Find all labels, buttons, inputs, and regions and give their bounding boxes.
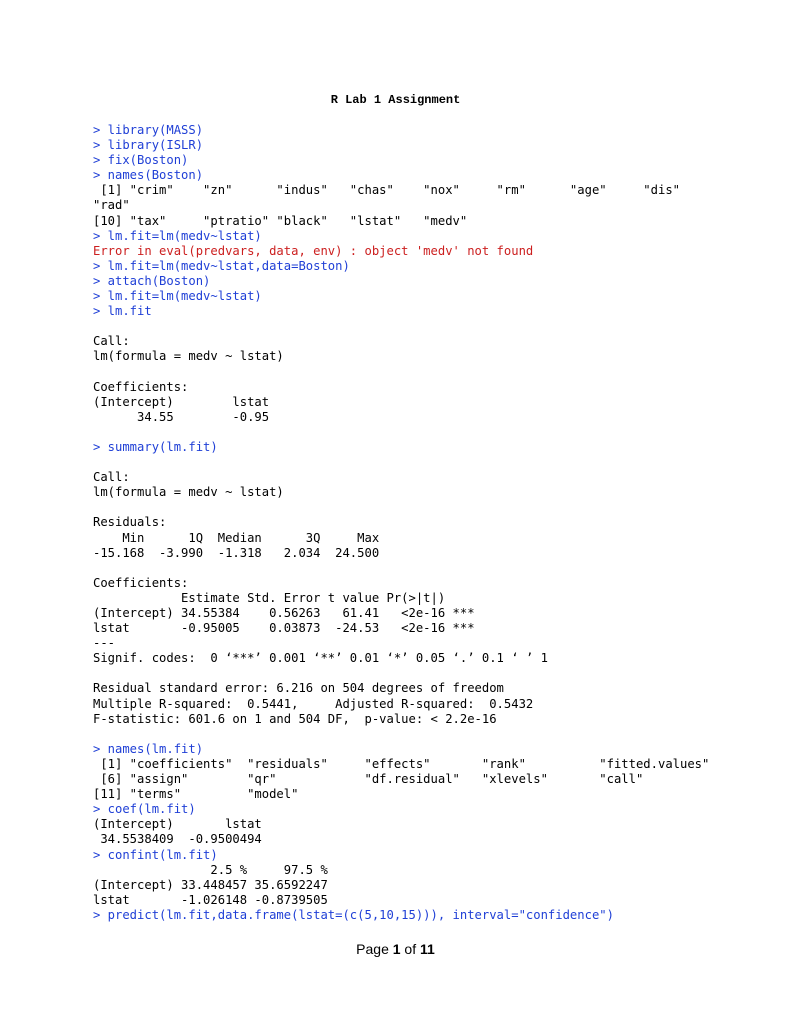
r-output-line: lm(formula = medv ~ lstat) <box>93 349 284 364</box>
r-output-line: lstat -0.95005 0.03873 -24.53 <2e-16 *** <box>93 621 475 636</box>
r-output-line: 34.55 -0.95 <box>93 409 270 424</box>
r-output-line: (Intercept) 34.55384 0.56263 61.41 <2e-16 *** <box>93 606 475 620</box>
r-command-line: > library(MASS) <box>93 123 204 137</box>
r-output-line <box>93 425 709 440</box>
r-output-line: -15.168 -3.990 -1.318 2.034 24.500 <box>93 545 380 560</box>
r-error-line: Error in eval(predvars, data, env) : object 'medv' not found <box>93 243 534 258</box>
r-output-line: [1] "crim" "zn" "indus" "chas" "nox" "rm" "age" "dis" <box>93 183 680 198</box>
total-page-count: 11 <box>420 941 435 957</box>
r-command-line: > summary(lm.fit) <box>93 439 218 454</box>
r-output-line <box>93 500 709 515</box>
r-output-line: "rad" <box>93 198 130 213</box>
r-output-line: Residuals: <box>93 515 167 530</box>
r-output-line: F-statistic: 601.6 on 1 and 504 DF, p-value: < 2.2e-16 <box>93 711 497 726</box>
r-output-line: Call: <box>93 334 130 349</box>
r-output-line: 2.5 % 97.5 % <box>93 862 328 877</box>
r-command-line: > attach(Boston) <box>93 273 211 288</box>
r-console-transcript <box>93 123 709 923</box>
r-output-line <box>93 455 709 470</box>
r-command-line: > fix(Boston) <box>93 153 189 168</box>
r-output-line: (Intercept) 33.448457 35.6592247 <box>93 877 328 892</box>
r-command-line: > lm.fit=lm(medv~lstat) <box>93 228 262 243</box>
page-footer <box>0 941 791 957</box>
r-command-line: > lm.fit=lm(medv~lstat) <box>93 289 262 304</box>
r-output-line: 34.5538409 -0.9500494 <box>93 832 262 847</box>
r-output-line: Min 1Q Median 3Q Max <box>93 530 380 545</box>
r-output-line: Call: <box>93 470 130 485</box>
r-command-line: > lm.fit=lm(medv~lstat,data=Boston) <box>93 258 350 273</box>
r-output-line <box>93 666 709 681</box>
r-output-line: Coefficients: <box>93 379 189 394</box>
page-of-label: of <box>400 941 421 957</box>
r-output-line: Signif. codes: 0 ‘***’ 0.001 ‘**’ 0.01 ‘*’ 0.05 ‘.’ 0.1 ‘ ’ 1 <box>93 651 548 666</box>
r-command-line: > coef(lm.fit) <box>93 802 196 817</box>
r-output-line: [10] "tax" "ptratio" "black" "lstat" "medv" <box>93 213 468 228</box>
r-output-line <box>93 365 709 380</box>
page-label: Page <box>356 941 393 957</box>
r-command-line: > predict(lm.fit,data.frame(lstat=(c(5,10,15))), interval="confidence") <box>93 907 614 922</box>
r-command-line: > lm.fit <box>93 304 152 319</box>
r-output-line: Multiple R-squared: 0.5441, Adjusted R-squared: 0.5432 <box>93 696 534 711</box>
r-output-line: (Intercept) lstat <box>93 394 270 409</box>
r-output-line <box>93 319 709 334</box>
r-output-line: [1] "coefficients" "residuals" "effects" "rank" "fitted.values" <box>93 756 710 771</box>
r-output-line: lstat -1.026148 -0.8739505 <box>93 892 328 907</box>
page-title: R Lab 1 Assignment <box>330 93 461 107</box>
r-output-line: [6] "assign" "qr" "df.residual" "xlevels" "call" <box>93 772 644 787</box>
r-output-line: (Intercept) lstat <box>93 817 262 832</box>
r-command-line: > confint(lm.fit) <box>93 847 218 862</box>
r-output-line: --- <box>93 636 116 651</box>
r-output-line: [11] "terms" "model" <box>93 787 299 802</box>
r-output-line: Residual standard error: 6.216 on 504 degrees of freedom <box>93 681 504 696</box>
r-output-line: Coefficients: <box>93 575 189 590</box>
r-command-line: > names(lm.fit) <box>93 741 204 756</box>
r-output-line <box>93 727 709 742</box>
r-command-line: > library(ISLR) <box>93 138 204 153</box>
r-output-line <box>93 561 709 576</box>
current-page-number: 1 <box>392 941 401 957</box>
r-output-line: Estimate Std. Error t value Pr(>|t|) <box>93 590 446 605</box>
r-output-line: lm(formula = medv ~ lstat) <box>93 485 284 500</box>
r-command-line: > names(Boston) <box>93 168 204 183</box>
